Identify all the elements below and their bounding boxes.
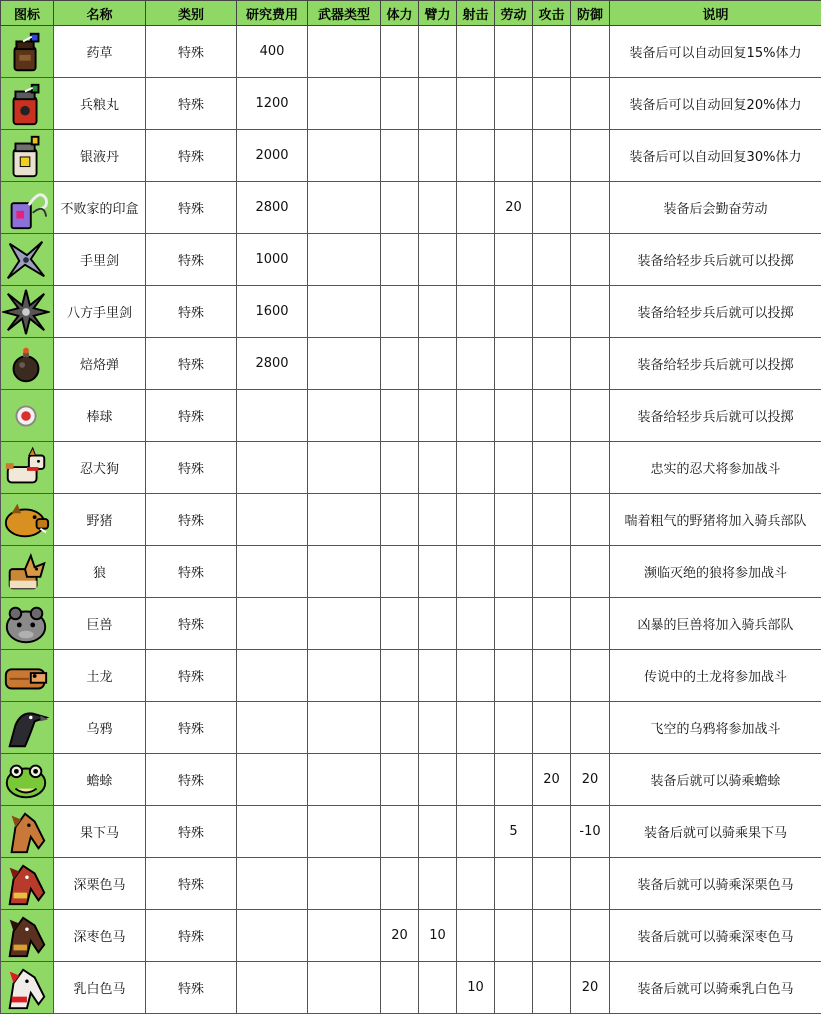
item-defense bbox=[571, 858, 610, 910]
item-icon-cell bbox=[1, 338, 54, 390]
item-name: 忍犬狗 bbox=[54, 442, 146, 494]
item-shooting bbox=[457, 650, 495, 702]
item-weapon-type bbox=[308, 338, 381, 390]
item-attack bbox=[533, 546, 571, 598]
item-weapon-type bbox=[308, 910, 381, 962]
item-description: 忠实的忍犬将参加战斗 bbox=[610, 442, 821, 494]
item-attack bbox=[533, 78, 571, 130]
item-description: 装备给轻步兵后就可以投掷 bbox=[610, 234, 821, 286]
item-research-cost bbox=[237, 442, 308, 494]
item-stamina bbox=[381, 702, 419, 754]
item-description: 装备给轻步兵后就可以投掷 bbox=[610, 390, 821, 442]
item-research-cost: 1200 bbox=[237, 78, 308, 130]
item-strength bbox=[419, 234, 457, 286]
table-row[interactable] bbox=[1, 910, 821, 962]
header-attack[interactable]: 攻击 bbox=[533, 1, 571, 26]
item-icon-cell bbox=[1, 806, 54, 858]
table-row[interactable] bbox=[1, 702, 821, 754]
item-weapon-type bbox=[308, 754, 381, 806]
item-weapon-type bbox=[308, 858, 381, 910]
item-name: 果下马 bbox=[54, 806, 146, 858]
item-icon-cell bbox=[1, 390, 54, 442]
white-horse-icon bbox=[1, 963, 51, 1013]
header-icon[interactable]: 图标 bbox=[1, 1, 54, 26]
item-icon-cell bbox=[1, 182, 54, 234]
item-research-cost bbox=[237, 546, 308, 598]
item-name: 焙烙弹 bbox=[54, 338, 146, 390]
header-weapon-type[interactable]: 武器类型 bbox=[308, 1, 381, 26]
bomb-icon bbox=[1, 339, 51, 389]
item-attack bbox=[533, 390, 571, 442]
item-name: 药草 bbox=[54, 26, 146, 78]
item-strength: 10 bbox=[419, 910, 457, 962]
item-shooting bbox=[457, 26, 495, 78]
item-category: 特殊 bbox=[146, 650, 237, 702]
silver-elixir-icon bbox=[1, 131, 51, 181]
item-name: 巨兽 bbox=[54, 598, 146, 650]
item-strength bbox=[419, 806, 457, 858]
item-strength bbox=[419, 858, 457, 910]
item-strength bbox=[419, 702, 457, 754]
item-attack bbox=[533, 130, 571, 182]
item-shooting bbox=[457, 546, 495, 598]
item-defense bbox=[571, 338, 610, 390]
item-defense bbox=[571, 494, 610, 546]
item-labor bbox=[495, 910, 533, 962]
item-labor bbox=[495, 858, 533, 910]
item-shooting bbox=[457, 806, 495, 858]
item-category: 特殊 bbox=[146, 546, 237, 598]
ration-pill-icon bbox=[1, 79, 51, 129]
item-stamina bbox=[381, 182, 419, 234]
table-row[interactable] bbox=[1, 390, 821, 442]
item-description: 装备后就可以骑乘乳白色马 bbox=[610, 962, 821, 1014]
item-weapon-type bbox=[308, 650, 381, 702]
item-defense bbox=[571, 234, 610, 286]
item-labor bbox=[495, 286, 533, 338]
boar-icon bbox=[1, 495, 51, 545]
item-research-cost bbox=[237, 702, 308, 754]
header-labor[interactable]: 劳动 bbox=[495, 1, 533, 26]
item-weapon-type bbox=[308, 546, 381, 598]
header-shooting[interactable]: 射击 bbox=[457, 1, 495, 26]
item-description: 装备给轻步兵后就可以投掷 bbox=[610, 338, 821, 390]
item-shooting bbox=[457, 78, 495, 130]
item-labor bbox=[495, 26, 533, 78]
eight-point-shuriken-icon bbox=[1, 287, 51, 337]
item-weapon-type bbox=[308, 598, 381, 650]
item-weapon-type bbox=[308, 234, 381, 286]
item-category: 特殊 bbox=[146, 26, 237, 78]
item-description: 装备后可以自动回复30%体力 bbox=[610, 130, 821, 182]
item-icon-cell bbox=[1, 598, 54, 650]
item-attack bbox=[533, 598, 571, 650]
item-description: 传说中的土龙将参加战斗 bbox=[610, 650, 821, 702]
item-attack bbox=[533, 962, 571, 1014]
item-attack bbox=[533, 806, 571, 858]
item-icon-cell bbox=[1, 494, 54, 546]
item-name: 八方手里剑 bbox=[54, 286, 146, 338]
item-stamina bbox=[381, 962, 419, 1014]
item-defense bbox=[571, 598, 610, 650]
item-stamina bbox=[381, 598, 419, 650]
item-weapon-type bbox=[308, 962, 381, 1014]
table-row[interactable] bbox=[1, 650, 821, 702]
item-shooting bbox=[457, 442, 495, 494]
item-category: 特殊 bbox=[146, 858, 237, 910]
item-weapon-type bbox=[308, 806, 381, 858]
item-icon-cell bbox=[1, 702, 54, 754]
item-weapon-type bbox=[308, 78, 381, 130]
item-labor bbox=[495, 442, 533, 494]
item-defense bbox=[571, 130, 610, 182]
item-name: 深栗色马 bbox=[54, 858, 146, 910]
item-icon-cell bbox=[1, 650, 54, 702]
table-row[interactable] bbox=[1, 494, 821, 546]
item-research-cost bbox=[237, 390, 308, 442]
item-description: 装备后就可以骑乘果下马 bbox=[610, 806, 821, 858]
item-name: 手里剑 bbox=[54, 234, 146, 286]
item-strength bbox=[419, 78, 457, 130]
item-description: 装备后就可以骑乘蟾蜍 bbox=[610, 754, 821, 806]
item-defense bbox=[571, 78, 610, 130]
item-weapon-type bbox=[308, 390, 381, 442]
item-research-cost: 2800 bbox=[237, 338, 308, 390]
item-name: 不败家的印盒 bbox=[54, 182, 146, 234]
item-defense bbox=[571, 26, 610, 78]
item-description: 装备后可以自动回复15%体力 bbox=[610, 26, 821, 78]
item-attack bbox=[533, 234, 571, 286]
item-icon-cell bbox=[1, 910, 54, 962]
item-weapon-type bbox=[308, 494, 381, 546]
item-category: 特殊 bbox=[146, 598, 237, 650]
table-row[interactable] bbox=[1, 338, 821, 390]
item-attack bbox=[533, 494, 571, 546]
item-research-cost bbox=[237, 910, 308, 962]
table-row[interactable] bbox=[1, 598, 821, 650]
item-labor bbox=[495, 650, 533, 702]
header-strength[interactable]: 臂力 bbox=[419, 1, 457, 26]
item-name: 蟾蜍 bbox=[54, 754, 146, 806]
header-row bbox=[1, 1, 821, 26]
item-description: 濒临灭绝的狼将参加战斗 bbox=[610, 546, 821, 598]
item-category: 特殊 bbox=[146, 390, 237, 442]
item-labor: 5 bbox=[495, 806, 533, 858]
item-stamina bbox=[381, 26, 419, 78]
item-shooting bbox=[457, 286, 495, 338]
item-labor: 20 bbox=[495, 182, 533, 234]
item-shooting bbox=[457, 234, 495, 286]
table-row[interactable] bbox=[1, 858, 821, 910]
item-defense bbox=[571, 650, 610, 702]
item-category: 特殊 bbox=[146, 910, 237, 962]
item-labor bbox=[495, 546, 533, 598]
item-name: 野猪 bbox=[54, 494, 146, 546]
item-defense bbox=[571, 702, 610, 754]
item-research-cost: 1600 bbox=[237, 286, 308, 338]
header-description[interactable]: 说明 bbox=[610, 1, 821, 26]
item-research-cost bbox=[237, 598, 308, 650]
item-labor bbox=[495, 962, 533, 1014]
item-stamina bbox=[381, 650, 419, 702]
item-shooting: 10 bbox=[457, 962, 495, 1014]
item-labor bbox=[495, 494, 533, 546]
item-category: 特殊 bbox=[146, 494, 237, 546]
item-defense bbox=[571, 182, 610, 234]
header-stamina[interactable]: 体力 bbox=[381, 1, 419, 26]
table-row[interactable] bbox=[1, 182, 821, 234]
item-stamina bbox=[381, 338, 419, 390]
item-name: 深枣色马 bbox=[54, 910, 146, 962]
item-strength bbox=[419, 338, 457, 390]
item-description: 装备后就可以骑乘深栗色马 bbox=[610, 858, 821, 910]
item-description: 装备后会勤奋劳动 bbox=[610, 182, 821, 234]
item-icon-cell bbox=[1, 78, 54, 130]
item-research-cost bbox=[237, 962, 308, 1014]
item-shooting bbox=[457, 754, 495, 806]
item-description: 装备给轻步兵后就可以投掷 bbox=[610, 286, 821, 338]
item-category: 特殊 bbox=[146, 286, 237, 338]
item-strength bbox=[419, 962, 457, 1014]
item-name: 乌鸦 bbox=[54, 702, 146, 754]
item-description: 飞空的乌鸦将参加战斗 bbox=[610, 702, 821, 754]
item-icon-cell bbox=[1, 26, 54, 78]
item-research-cost bbox=[237, 754, 308, 806]
baseball-icon bbox=[1, 391, 51, 441]
item-description: 装备后就可以骑乘深枣色马 bbox=[610, 910, 821, 962]
item-attack bbox=[533, 650, 571, 702]
item-weapon-type bbox=[308, 702, 381, 754]
item-research-cost: 400 bbox=[237, 26, 308, 78]
item-name: 棒球 bbox=[54, 390, 146, 442]
item-shooting bbox=[457, 338, 495, 390]
table-row[interactable] bbox=[1, 78, 821, 130]
item-name: 乳白色马 bbox=[54, 962, 146, 1014]
item-strength bbox=[419, 286, 457, 338]
item-description: 装备后可以自动回复20%体力 bbox=[610, 78, 821, 130]
item-labor bbox=[495, 390, 533, 442]
header-category[interactable]: 类别 bbox=[146, 1, 237, 26]
item-defense bbox=[571, 442, 610, 494]
item-defense: 20 bbox=[571, 754, 610, 806]
item-research-cost bbox=[237, 806, 308, 858]
item-shooting bbox=[457, 494, 495, 546]
item-stamina: 20 bbox=[381, 910, 419, 962]
item-stamina bbox=[381, 806, 419, 858]
item-category: 特殊 bbox=[146, 338, 237, 390]
item-shooting bbox=[457, 390, 495, 442]
chestnut-horse-icon bbox=[1, 859, 51, 909]
item-strength bbox=[419, 26, 457, 78]
item-defense: 20 bbox=[571, 962, 610, 1014]
item-stamina bbox=[381, 390, 419, 442]
toad-icon bbox=[1, 755, 51, 805]
item-stamina bbox=[381, 234, 419, 286]
item-defense bbox=[571, 546, 610, 598]
item-icon-cell bbox=[1, 234, 54, 286]
item-stamina bbox=[381, 130, 419, 182]
item-category: 特殊 bbox=[146, 754, 237, 806]
item-stamina bbox=[381, 494, 419, 546]
item-weapon-type bbox=[308, 442, 381, 494]
table-row[interactable] bbox=[1, 130, 821, 182]
item-attack bbox=[533, 338, 571, 390]
item-attack bbox=[533, 182, 571, 234]
shuriken-icon bbox=[1, 235, 51, 285]
item-stamina bbox=[381, 754, 419, 806]
item-labor bbox=[495, 754, 533, 806]
item-weapon-type bbox=[308, 26, 381, 78]
pony-horse-icon bbox=[1, 807, 51, 857]
item-category: 特殊 bbox=[146, 78, 237, 130]
item-category: 特殊 bbox=[146, 130, 237, 182]
item-labor bbox=[495, 78, 533, 130]
item-strength bbox=[419, 598, 457, 650]
table-row[interactable] bbox=[1, 234, 821, 286]
item-labor bbox=[495, 130, 533, 182]
item-labor bbox=[495, 338, 533, 390]
item-research-cost: 2800 bbox=[237, 182, 308, 234]
item-labor bbox=[495, 234, 533, 286]
item-stamina bbox=[381, 286, 419, 338]
item-strength bbox=[419, 494, 457, 546]
item-labor bbox=[495, 598, 533, 650]
item-shooting bbox=[457, 702, 495, 754]
item-icon-cell bbox=[1, 130, 54, 182]
item-stamina bbox=[381, 442, 419, 494]
item-attack bbox=[533, 910, 571, 962]
item-attack bbox=[533, 286, 571, 338]
item-stamina bbox=[381, 858, 419, 910]
item-category: 特殊 bbox=[146, 182, 237, 234]
item-shooting bbox=[457, 598, 495, 650]
item-icon-cell bbox=[1, 754, 54, 806]
item-strength bbox=[419, 546, 457, 598]
table-row[interactable] bbox=[1, 754, 821, 806]
item-research-cost bbox=[237, 858, 308, 910]
seal-case-icon bbox=[1, 183, 51, 233]
item-strength bbox=[419, 182, 457, 234]
item-strength bbox=[419, 442, 457, 494]
herb-pouch-icon bbox=[1, 27, 51, 77]
earth-dragon-icon bbox=[1, 651, 51, 701]
crow-icon bbox=[1, 703, 51, 753]
item-defense bbox=[571, 910, 610, 962]
wolf-icon bbox=[1, 547, 51, 597]
item-category: 特殊 bbox=[146, 702, 237, 754]
dark-bay-horse-icon bbox=[1, 911, 51, 961]
table-row[interactable] bbox=[1, 442, 821, 494]
item-attack bbox=[533, 442, 571, 494]
item-name: 狼 bbox=[54, 546, 146, 598]
item-category: 特殊 bbox=[146, 806, 237, 858]
item-labor bbox=[495, 702, 533, 754]
header-defense[interactable]: 防御 bbox=[571, 1, 610, 26]
header-research-cost[interactable]: 研究费用 bbox=[237, 1, 308, 26]
item-defense bbox=[571, 286, 610, 338]
item-icon-cell bbox=[1, 858, 54, 910]
item-research-cost bbox=[237, 494, 308, 546]
table-row[interactable] bbox=[1, 962, 821, 1014]
item-name: 银液丹 bbox=[54, 130, 146, 182]
item-category: 特殊 bbox=[146, 442, 237, 494]
giant-beast-icon bbox=[1, 599, 51, 649]
item-research-cost: 2000 bbox=[237, 130, 308, 182]
item-attack bbox=[533, 858, 571, 910]
item-name: 兵粮丸 bbox=[54, 78, 146, 130]
item-shooting bbox=[457, 130, 495, 182]
item-shooting bbox=[457, 182, 495, 234]
item-defense bbox=[571, 390, 610, 442]
item-attack bbox=[533, 26, 571, 78]
item-shooting bbox=[457, 858, 495, 910]
item-stamina bbox=[381, 546, 419, 598]
item-weapon-type bbox=[308, 286, 381, 338]
item-icon-cell bbox=[1, 286, 54, 338]
item-weapon-type bbox=[308, 182, 381, 234]
item-description: 喘着粗气的野猪将加入骑兵部队 bbox=[610, 494, 821, 546]
item-category: 特殊 bbox=[146, 962, 237, 1014]
item-stamina bbox=[381, 78, 419, 130]
ninja-dog-icon bbox=[1, 443, 51, 493]
table-row[interactable] bbox=[1, 806, 821, 858]
item-strength bbox=[419, 650, 457, 702]
item-attack bbox=[533, 702, 571, 754]
item-category: 特殊 bbox=[146, 234, 237, 286]
item-strength bbox=[419, 754, 457, 806]
item-icon-cell bbox=[1, 962, 54, 1014]
header-name[interactable]: 名称 bbox=[54, 1, 146, 26]
item-shooting bbox=[457, 910, 495, 962]
table-row[interactable] bbox=[1, 286, 821, 338]
item-icon-cell bbox=[1, 546, 54, 598]
item-weapon-type bbox=[308, 130, 381, 182]
table-row[interactable] bbox=[1, 546, 821, 598]
item-attack: 20 bbox=[533, 754, 571, 806]
item-name: 土龙 bbox=[54, 650, 146, 702]
item-research-cost: 1000 bbox=[237, 234, 308, 286]
item-defense: -10 bbox=[571, 806, 610, 858]
item-description: 凶暴的巨兽将加入骑兵部队 bbox=[610, 598, 821, 650]
table-row[interactable] bbox=[1, 26, 821, 78]
item-icon-cell bbox=[1, 442, 54, 494]
item-strength bbox=[419, 390, 457, 442]
item-strength bbox=[419, 130, 457, 182]
item-research-cost bbox=[237, 650, 308, 702]
